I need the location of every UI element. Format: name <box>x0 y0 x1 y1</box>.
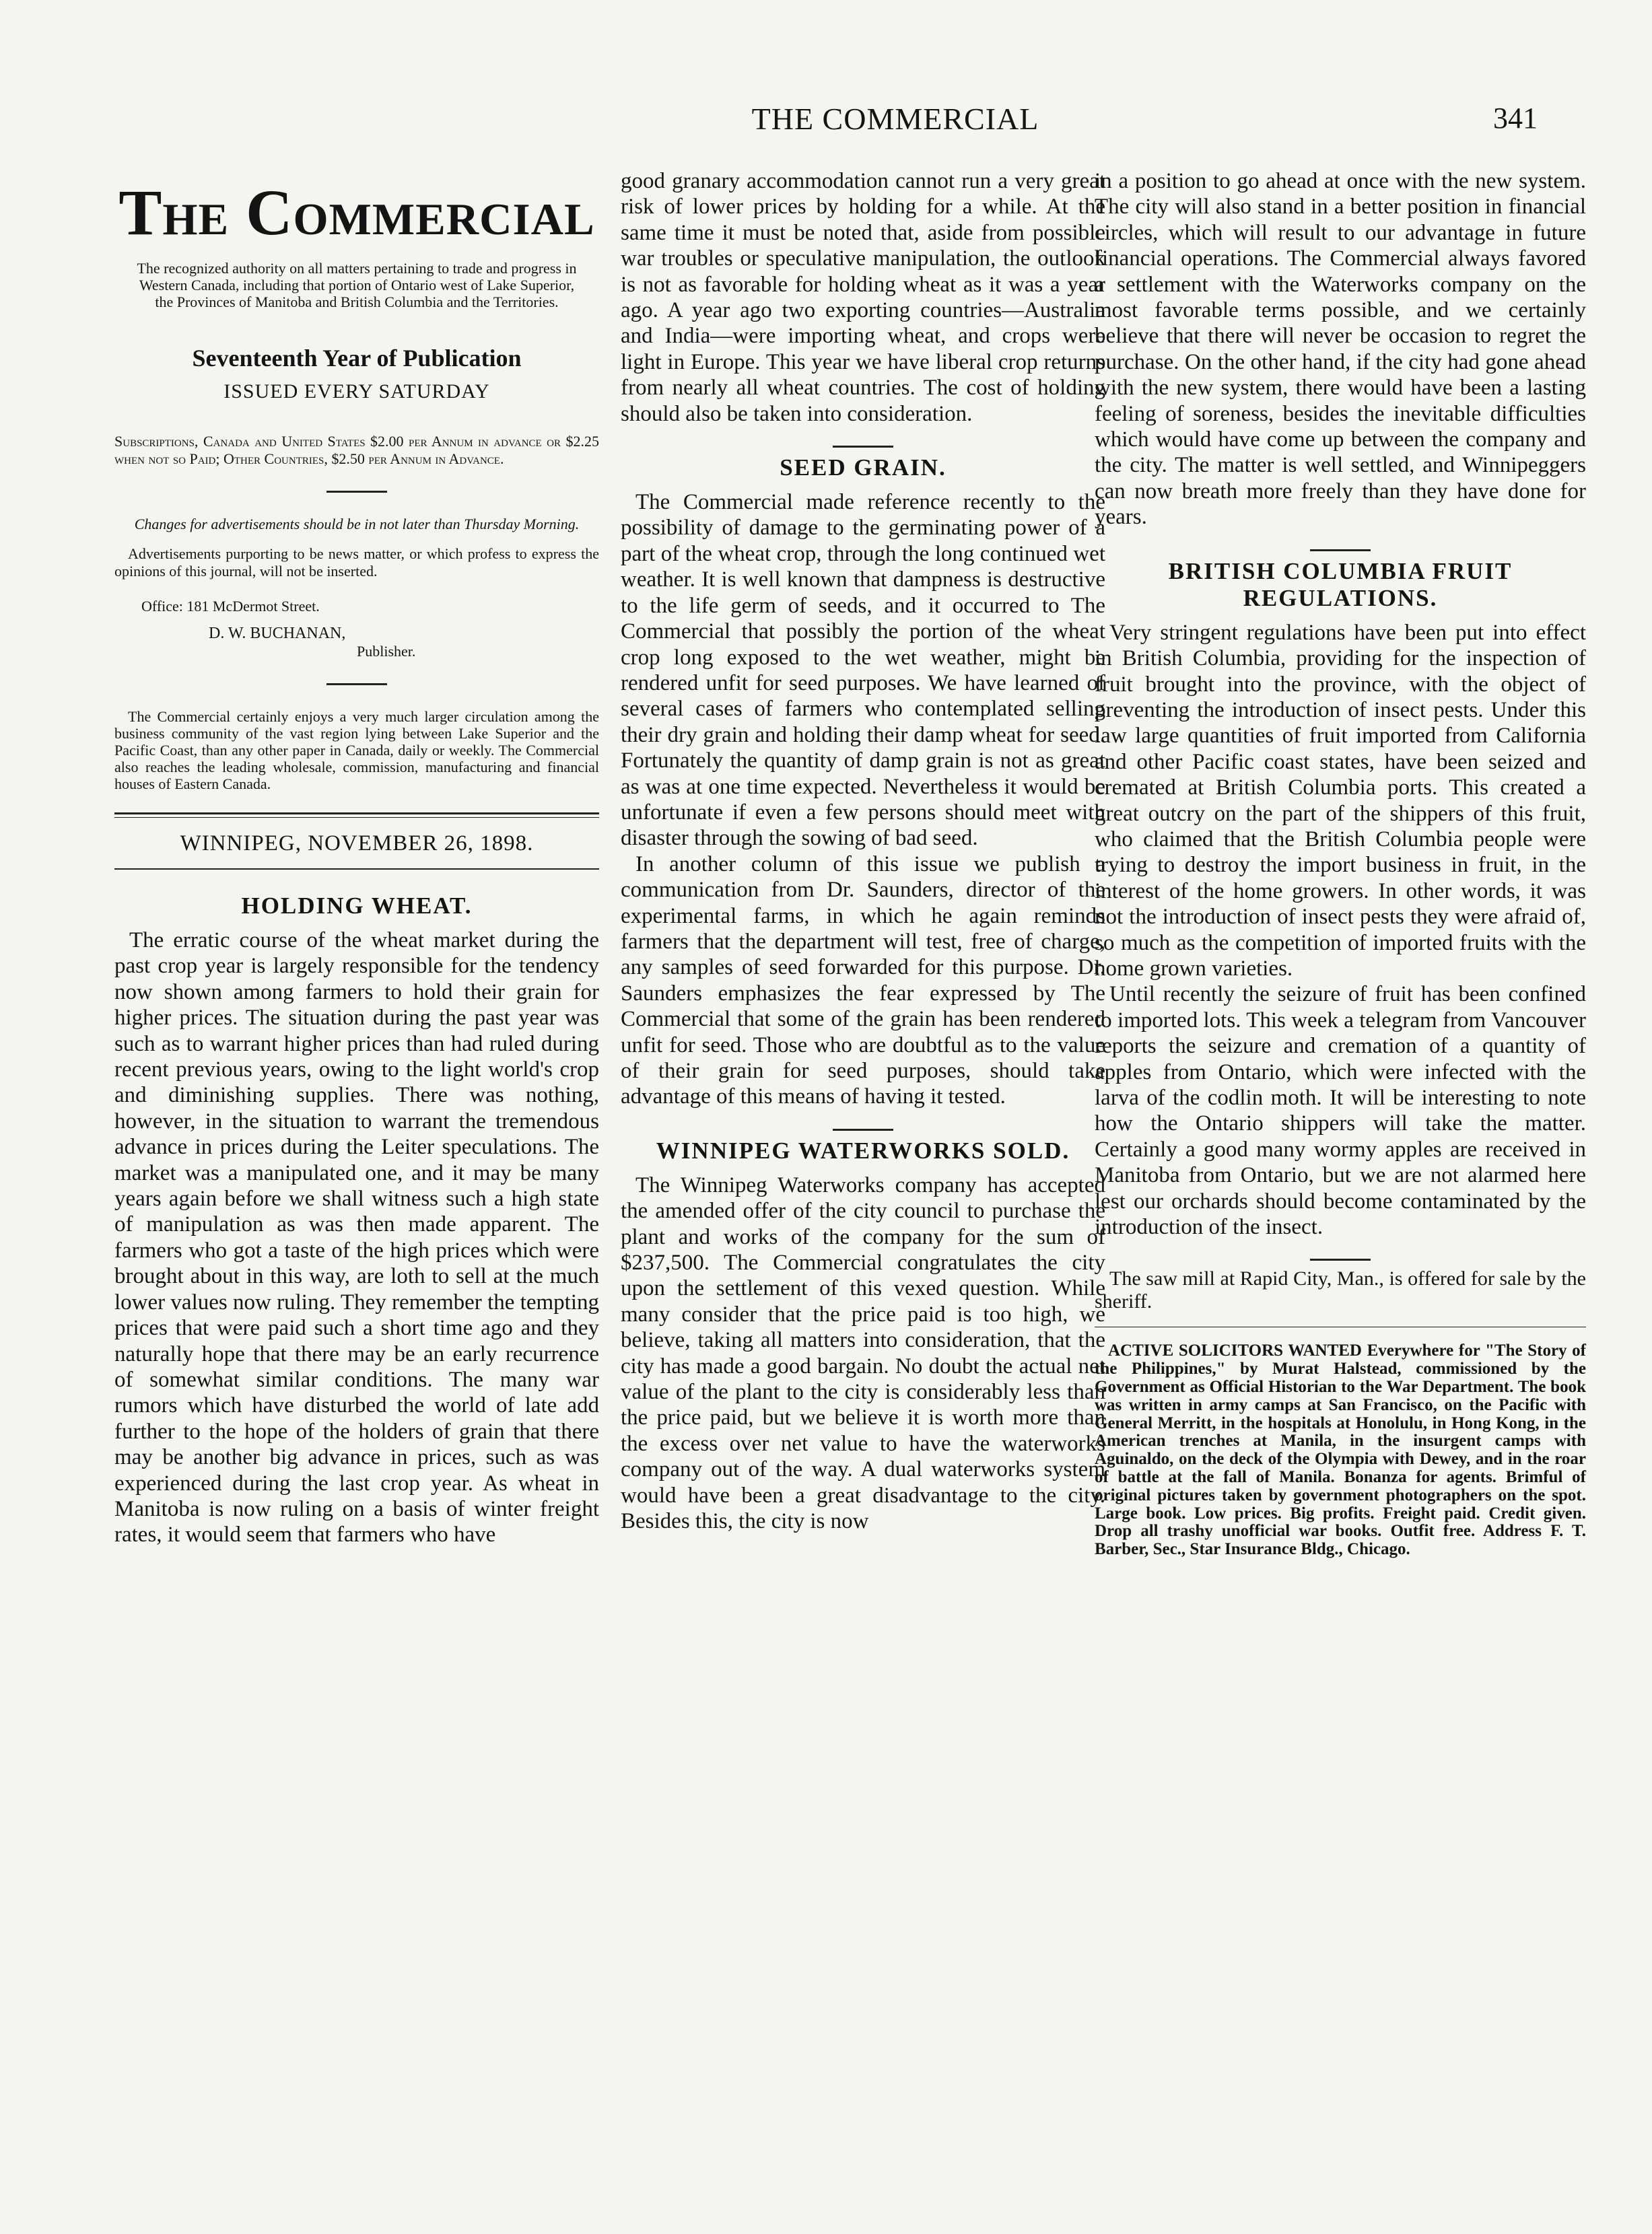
waterworks-paragraph: The Winnipeg Waterworks company has accepted the amended offer of the city council to purchase the plant and works of the company for the sum of $237,500. The Commercial congratulates the city upon the settlement of this vexed question. While many consider that the price paid is too high, we believe, taking all matters into consideration, that the city has made a good bargain. No doubt the actual net value of the plant to the city is considerably less than the price paid, but we believe it is worth more than the excess over net value to have the waterworks company out of the way. A dual waterworks system would have been a great disadvantage to the city. Besides this, the city is now <box>621 1173 1105 1534</box>
divider-double <box>114 812 599 818</box>
seed-grain-paragraph-2: In another column of this issue we publish a communication from Dr. Saunders, director of the experimental farms, in which he again reminds farmers that the department will test, free of charge, any samples of seed forwarded for this purpose. Dr. Saunders emphasizes the fear expressed by The Commercial that some of the grain has been rendered unfit for seed. Those who are doubtful as to the value of their grain for seed purposes, should take advantage of this means of having it tested. <box>621 851 1105 1109</box>
publisher-title: Publisher. <box>357 643 416 660</box>
page-number: 341 <box>1493 102 1538 135</box>
divider <box>326 683 387 685</box>
divider <box>833 446 893 448</box>
column-3 <box>1095 168 1586 1559</box>
holding-wheat-paragraph: The erratic course of the wheat market during the past crop year is largely responsible for the tendency now shown among farmers to hold their grain for higher prices. The situation during the past year was such as to warrant higher prices than had ruled during recent previous years, owing to the light world's crop and diminishing supplies. There was nothing, however, in the situation to warrant the tremendous advance in prices during the Leiter speculations. The market was a manipulated one, and it may be many years again before we shall witness such a high state of manipulation as was then made apparent. The farmers who got a taste of the high prices which were brought about in this way, are loth to sell at the much lower values now ruling. They remember the tempting prices that were paid such a short time ago and they naturally hope that there may be an early recurrence of somewhat similar conditions. The many war rumors which have disturbed the world of late add further to the hope of the holders of grain that there may be another big advance in prices, such as was experienced during the last crop year. As wheat in Manitoba is now ruling on a basis of winter freight rates, it would seem that farmers who have <box>114 928 599 1547</box>
headline-holding-wheat: HOLDING WHEAT. <box>241 893 473 919</box>
divider-single <box>114 868 599 870</box>
publisher-name: D. W. BUCHANAN, <box>209 625 346 642</box>
holding-wheat-continued: good granary accommodation cannot run a very great risk of lower prices by holding for a while. At the same time it must be noted that, aside from possible war troubles or speculative manipulation, the outlook is not as favorable for holding wheat as it was a year ago. A year ago two exporting countries—Australia and India—were importing wheat, and crops were light in Europe. This year we have liberal crop returns from nearly all wheat countries. The cost of holding should also be taken into consideration. <box>621 169 1105 426</box>
waterworks-continued: in a position to go ahead at once with the new system. The city will also stand in a better position in financial circles, which will result to our advantage in future financial operations. The Commercial always favored a settlement with the Waterworks company on the most favorable terms possible, and we certainly believe that there will never be occasion to regret the purchase. On the other hand, if the city had gone ahead with the new system, there would have been a lasting feeling of soreness, besides the inevitable difficulties which would have come up between the company and the city. The matter is well settled, and Winnipeggers can now breath more freely than they have done for years. <box>1095 169 1586 530</box>
divider <box>1310 549 1371 551</box>
bc-fruit-paragraph-2: Until recently the seizure of fruit has been confined to imported lots. This week a telegram from Vancouver reports the seizure and cremation of a quantity of apples from Ontario, which were infected with the larva of the codlin moth. It will be interesting to note how the Ontario shippers will take the matter. Certainly a good many wormy apples are received in Manitoba from Ontario, but we are not alarmed here lest our orchards should become contaminated by the introduction of the insect. <box>1095 982 1586 1240</box>
dateline: WINNIPEG, NOVEMBER 26, 1898. <box>180 831 534 856</box>
divider <box>833 1129 893 1131</box>
subscription-rates: Subscriptions, Canada and United States $2.00 per Annum in advance or $2.25 when not so Paid; Other Countries, $2.50 per Annum in Advance. <box>114 433 599 467</box>
masthead-description: The recognized authority on all matters pertaining to trade and progress in Western Canada, including that portion of Ontario west of Lake Superior, the Provinces of Manitoba and British Columbia and the Territories. <box>137 260 577 310</box>
circulation-note: The Commercial certainly enjoys a very much larger circulation among the business community of the vast region lying between Lake Superior and the Pacific Coast, than any other paper in Canada, daily or weekly. The Commercial also reaches the leading wholesale, commission, manufacturing and financial houses of Eastern Canada. <box>114 708 599 792</box>
divider <box>326 491 387 493</box>
column-2 <box>621 168 1105 1535</box>
bc-fruit-paragraph-1: Very stringent regulations have been put into effect in British Columbia, providing for the inspection of fruit brought into the province, with the object of preventing the introduction of insect pests. Under this law large quantities of fruit imported from California and other Pacific coast states, have been seized and cremated at British Columbia ports. This created a great outcry on the part of the shippers of this fruit, who claimed that the British Columbia people were trying to destroy the import business in fruit, in the interest of the home growers. In other words, it was not the introduction of insect pests they were afraid of, so much as the competition of imported fruits with the home grown varieties. <box>1095 620 1586 981</box>
issued-line: ISSUED EVERY SATURDAY <box>223 380 490 403</box>
year-of-publication: Seventeenth Year of Publication <box>192 345 522 372</box>
advertising-deadline-note: Changes for advertisements should be in not later than Thursday Morning. <box>134 516 580 532</box>
column-1 <box>114 168 599 1548</box>
running-head: THE COMMERCIAL <box>751 102 1039 136</box>
advertisements-note: Advertisements purporting to be news matter, or which profess to express the opinions of this journal, will not be inserted. <box>114 545 599 580</box>
masthead-title: The Commercial <box>118 176 595 248</box>
headline-waterworks: WINNIPEG WATERWORKS SOLD. <box>656 1137 1070 1164</box>
divider <box>1310 1259 1371 1261</box>
office-address: Office: 181 McDermot Street. <box>141 598 320 615</box>
solicitors-advertisement: ACTIVE SOLICITORS WANTED Everywhere for "The Story of the Philippines," by Murat Halstead, commissioned by the Government as Official Historian to the War Department. The book was written in army camps at San Francisco, on the Pacific with General Merritt, in the hospitals at Honolulu, in Hong Kong, in the American trenches at Manila, in the insurgent camps with Aguinaldo, on the deck of the Olympia with Dewey, and in the roar of battle at the fall of Manila. Bonanza for agents. Brimful of original pictures taken by government photographers on the spot. Large book. Low prices. Big profits. Freight paid. Credit given. Drop all trashy unofficial war books. Outfit free. Address F. T. Barber, Sec., Star Insurance Bldg., Chicago. <box>1095 1341 1586 1559</box>
headline-bc-fruit: BRITISH COLUMBIA FRUIT REGULATIONS. <box>1168 557 1513 611</box>
seed-grain-paragraph-1: The Commercial made reference recently to the possibility of damage to the germinating power of a part of the wheat crop, through the long continued wet weather. It is well known that dampness is destructive to the life germ of seeds, and it occurred to The Commercial that possibly the portion of the wheat crop long exposed to the wet weather, might be rendered unfit for seed purposes. We have learned of several cases of farmers who contemplated selling their dry grain and holding their damp wheat for seed. Fortunately the quantity of damp grain is not as great as was at one time expected. Nevertheless it would be unfortunate if even a few persons should meet with disaster through the sowing of bad seed. <box>621 490 1105 851</box>
headline-seed-grain: SEED GRAIN. <box>780 454 947 481</box>
saw-mill-notice: The saw mill at Rapid City, Man., is offered for sale by the sheriff. <box>1095 1267 1586 1313</box>
